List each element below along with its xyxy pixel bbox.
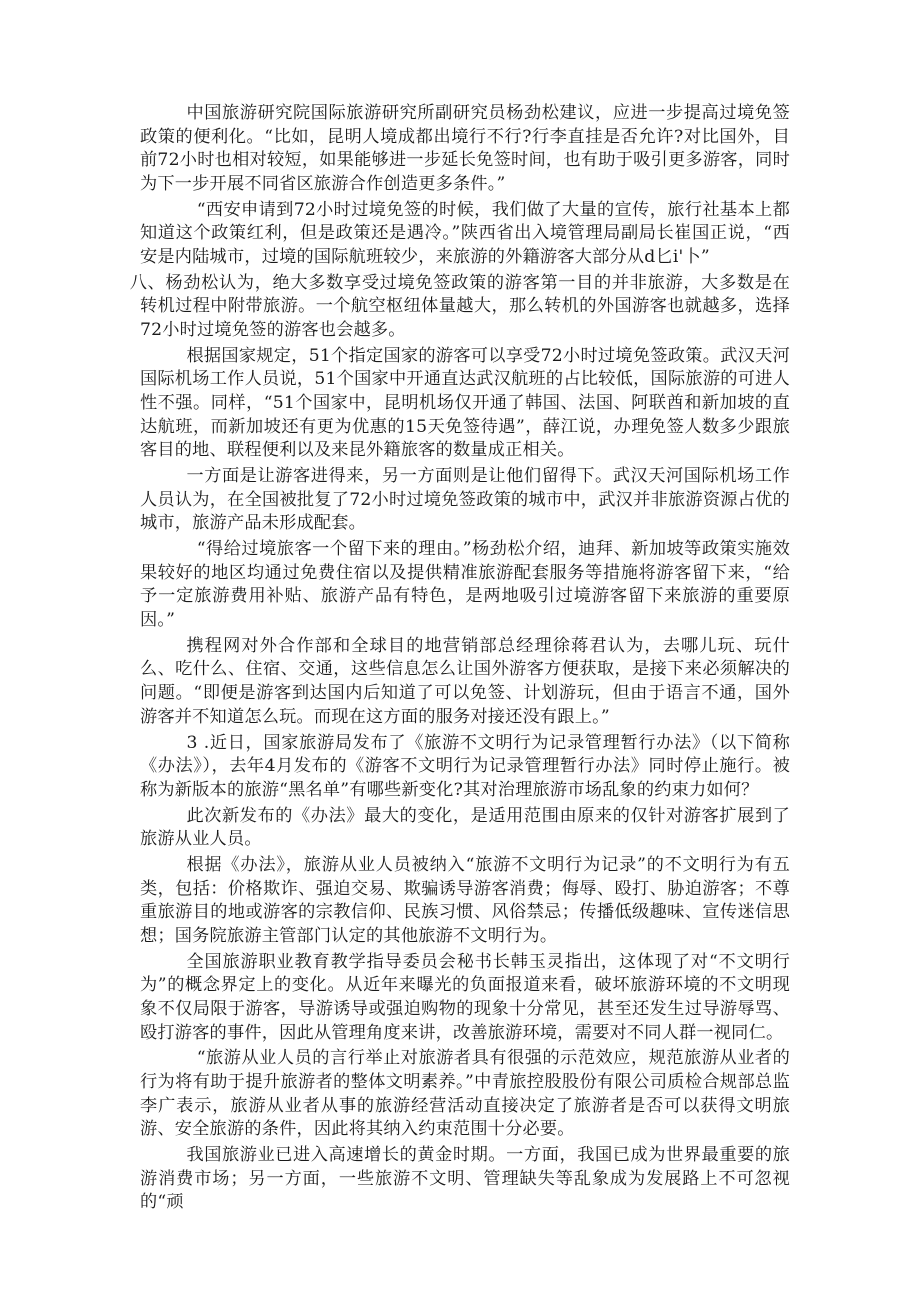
paragraph-ctrip-opinion: 携程网对外合作部和全球目的地营销部总经理徐蒋君认为，去哪儿玩、玩什么、吃什么、住宿、交通，这些信息怎么让国外游客方便获取，是接下来必须解决的问题。“即便是游客到达国内后知道了可以免签、计划游玩，但由于语言不通，国外游客并不知道怎么玩。而现在这方面的服务对接还没有跟上。” bbox=[140, 635, 790, 727]
paragraph-transit-tourism: 八、杨劲松认为，绝大多数享受过境免签政策的游客第一目的并非旅游，大多数是在转机过程中附带旅游。一个航空枢纽体量越大，那么转机的外国游客也就越多，选择72小时过境免签的游客也会越多。 bbox=[129, 272, 790, 340]
paragraph-scope-change: 此次新发布的《办法》最大的变化，是适用范围由原来的仅针对游客扩展到了旅游从业人员。 bbox=[140, 805, 790, 850]
paragraph-golden-period: 我国旅游业已进入高速增长的黄金时期。一方面，我国已成为世界最重要的旅游消费市场；另一方面，一些旅游不文明、管理缺失等乱象成为发展路上不可忽视的“顽 bbox=[140, 1145, 790, 1213]
paragraph-51-countries: 根据国家规定，51个指定国家的游客可以享受72小时过境免签政策。武汉天河国际机场工作人员说，51个国家中开通直达武汉航班的占比较低，国际旅游的可进人性不强。同样，“51个国家中，昆明机场仅开通了韩国、法国、阿联酋和新加坡的直达航班，而新加坡还有更为优惠的15天免签待遇”，薛江说，办理免签人数多少跟旅客目的地、联程便利以及来昆外籍旅客的数量成正相关。 bbox=[140, 345, 790, 461]
paragraph-keep-visitors: 一方面是让游客进得来，另一方面则是让他们留得下。武汉天河国际机场工作人员认为，在全国被批复了72小时过境免签政策的城市中，武汉并非旅游资源占优的城市，旅游产品未形成配套。 bbox=[140, 466, 790, 534]
paragraph-five-categories: 根据《办法》，旅游从业人员被纳入“旅游不文明行为记录”的不文明行为有五类，包括：价格欺诈、强迫交易、欺骗诱导游客消费；侮辱、殴打、胁迫游客；不尊重旅游目的地或游客的宗教信仰、民族习惯、风俗禁忌；传播低级趣味、宣传迷信思想；国务院旅游主管部门认定的其他旅游不文明行为。 bbox=[140, 855, 790, 946]
paragraph-xian-policy: “西安申请到72小时过境免签的时候，我们做了大量的宣传，旅行社基本上都知道这个政策红利，但是政策还是遇冷。”陕西省出入境管理局副局长崔国正说，“西安是内陆城市，过境的国际航班较少，来旅游的外籍游客大部分从d匕i'卜” bbox=[140, 199, 790, 267]
article-body bbox=[129, 102, 790, 1217]
paragraph-visa-convenience: 中国旅游研究院国际旅游研究所副研究员杨劲松建议，应进一步提高过境免签政策的便利化。“比如，昆明人境成都出境行不行?行李直挂是否允许?对比国外，目前72小时也相对较短，如果能够进一步延长免签时间，也有助于吸引更多游客，同时为下一步开展不同省区旅游合作创造更多条件。” bbox=[140, 103, 790, 194]
paragraph-concept-change: 全国旅游职业教育教学指导委员会秘书长韩玉灵指出，这体现了对“不文明行为”的概念界定上的变化。从近年来曝光的负面报道来看，破坏旅游环境的不文明现象不仅局限于游客，导游诱导或强迫购物的现象十分常见，甚至还发生过导游辱骂、殴打游客的事件，因此从管理角度来讲，改善旅游环境，需要对不同人群一视同仁。 bbox=[140, 951, 790, 1043]
paragraph-reason-to-stay: “得给过境旅客一个留下来的理由。”杨劲松介绍，迪拜、新加坡等政策实施效果较好的地区均通过免费住宿以及提供精准旅游配套服务等措施将游客留下来，“给予一定旅游费用补贴、旅游产品有特色，是两地吸引过境游客留下来旅游的重要原因。” bbox=[140, 539, 790, 630]
paragraph-new-measures: 3 .近日，国家旅游局发布了《旅游不文明行为记录管理暂行办法》（以下简称《办法》），去年4月发布的《游客不文明行为记录管理暂行办法》同时停止施行。被称为新版本的旅游“黑名单”有哪些新变化?其对治理旅游市场乱象的约束力如何？ bbox=[140, 732, 790, 800]
paragraph-demonstration-effect: “旅游从业人员的言行举止对旅游者具有很强的示范效应，规范旅游从业者的行为将有助于提升旅游者的整体文明素养。”中青旅控股股份有限公司质检合规部总监李广表示，旅游从业者从事的旅游经营活动直接决定了旅游者是否可以获得文明旅游、安全旅游的条件，因此将其纳入约束范围十分必要。 bbox=[140, 1048, 790, 1140]
